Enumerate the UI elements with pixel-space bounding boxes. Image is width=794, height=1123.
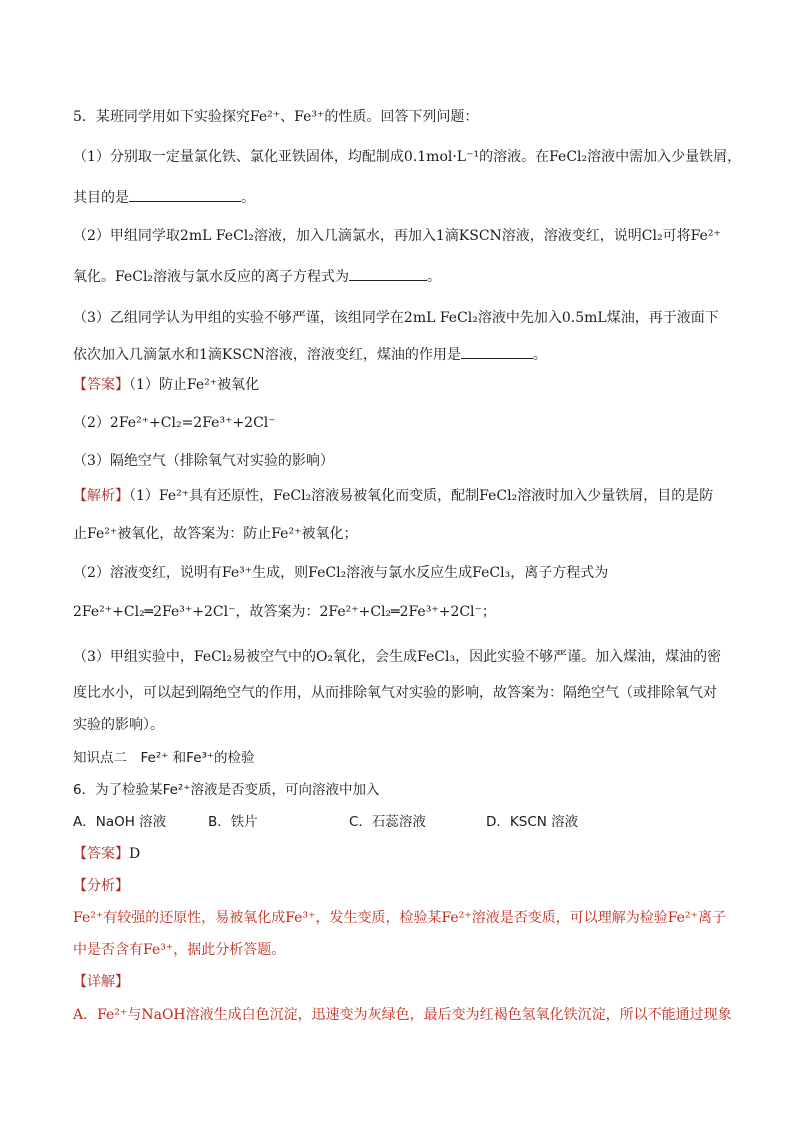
q6-option-a: A．NaOH 溶液 bbox=[73, 814, 167, 830]
q5-part2-line1: （2）甲组同学取2mL FeCl₂溶液，加入几滴氯水，再加入1滴KSCN溶液，溶液变红，说明Cl₂可将Fe²⁺ bbox=[73, 228, 721, 244]
q5-answer-line1: 【答案】（1）防止Fe²⁺被氧化 bbox=[73, 377, 260, 393]
q5-explanation-line2: 止Fe²⁺被氧化，故答案为：防止Fe²⁺被氧化； bbox=[73, 526, 358, 542]
q6-analysis-line2: 中是否含有Fe³⁺，据此分析答题。 bbox=[73, 942, 286, 958]
answer-blank bbox=[129, 186, 241, 202]
q6-option-b: B．铁片 bbox=[208, 814, 258, 830]
q6-option-d: D．KSCN 溶液 bbox=[486, 814, 579, 830]
q6-detail-label: 【详解】 bbox=[73, 974, 129, 990]
answer-label: 【答案】 bbox=[73, 377, 129, 393]
q6-option-c: C．石蕊溶液 bbox=[349, 814, 426, 830]
answer-blank bbox=[349, 265, 427, 281]
answer-blank bbox=[461, 343, 533, 359]
answer-label: 【答案】 bbox=[73, 846, 129, 862]
q5-explanation-line3: （2）溶液变红，说明有Fe³⁺生成，则FeCl₂溶液与氯水反应生成FeCl₃，离子方程式为 bbox=[73, 565, 609, 581]
q5-part1-line2: 其目的是 。 bbox=[73, 186, 255, 208]
q5-explanation-line7: 实验的影响）。 bbox=[73, 717, 164, 733]
q5-part3-line2: 依次加入几滴氯水和1滴KSCN溶液，溶液变红，煤油的作用是 。 bbox=[73, 343, 547, 365]
q5-answer-line2: （2）2Fe²⁺+Cl₂=2Fe³⁺+2Cl⁻ bbox=[73, 415, 276, 431]
q6-stem: 6．为了检验某Fe²⁺溶液是否变质，可向溶液中加入 bbox=[73, 782, 380, 798]
q6-analysis-line1: Fe²⁺有较强的还原性，易被氧化成Fe³⁺，发生变质，检验某Fe²⁺溶液是否变质，可以理解为检验Fe²⁺离子 bbox=[73, 910, 726, 926]
q5-answer-line3: （3）隔绝空气（排除氧气对实验的影响） bbox=[73, 453, 334, 469]
q6-detail-line1: A．Fe²⁺与NaOH溶液生成白色沉淀，迅速变为灰绿色，最后变为红褐色氢氧化铁沉淀，所以不能通过现象 bbox=[73, 1007, 732, 1023]
q6-answer: 【答案】D bbox=[73, 846, 141, 862]
section-heading: 知识点二 Fe²⁺ 和Fe³⁺的检验 bbox=[73, 750, 255, 766]
q5-explanation-line1: 【解析】（1）Fe²⁺具有还原性，FeCl₂溶液易被氧化而变质，配制FeCl₂溶液时加入少量铁屑，目的是防 bbox=[73, 488, 714, 504]
q5-explanation-line4: 2Fe²⁺+Cl₂═2Fe³⁺+2Cl⁻，故答案为：2Fe²⁺+Cl₂═2Fe³⁺+2Cl⁻； bbox=[73, 604, 496, 620]
q5-explanation-line5: （3）甲组实验中，FeCl₂易被空气中的O₂氧化，会生成FeCl₃，因此实验不够严谨。加入煤油，煤油的密 bbox=[73, 649, 722, 665]
q5-part3-line1: （3）乙组同学认为甲组的实验不够严谨，该组同学在2mL FeCl₂溶液中先加入0.5mL煤油，再于液面下 bbox=[73, 310, 719, 326]
explanation-label: 【解析】 bbox=[73, 488, 129, 504]
q6-analysis-label: 【分析】 bbox=[73, 878, 129, 894]
q5-part2-line2: 氧化。FeCl₂溶液与氯水反应的离子方程式为 。 bbox=[73, 265, 441, 287]
q5-explanation-line6: 度比水小，可以起到隔绝空气的作用，从而排除氧气对实验的影响，故答案为：隔绝空气（或排除氧气对 bbox=[73, 685, 717, 701]
q5-part1-line1: （1）分别取一定量氯化铁、氯化亚铁固体，均配制成0.1mol·L⁻¹的溶液。在FeCl₂溶液中需加入少量铁屑， bbox=[73, 149, 742, 165]
q5-stem: 5．某班同学用如下实验探究Fe²⁺、Fe³⁺的性质。回答下列问题： bbox=[73, 109, 479, 125]
